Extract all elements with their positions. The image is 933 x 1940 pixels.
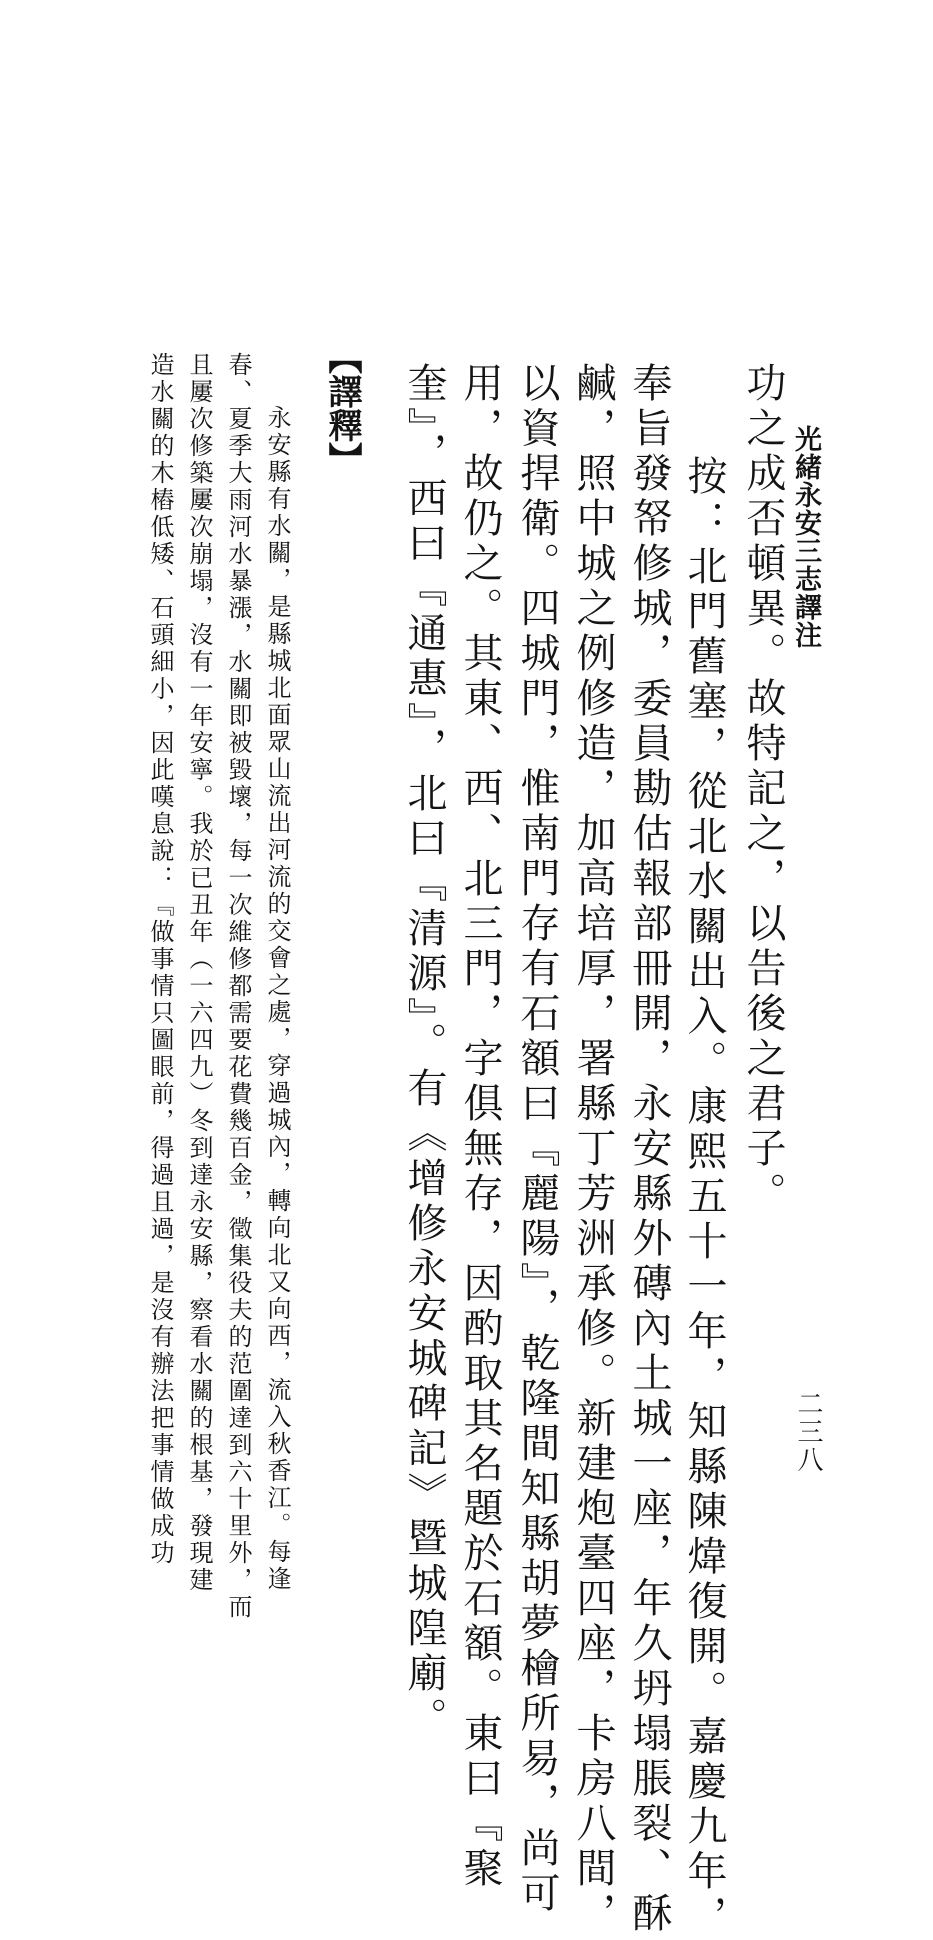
page-number: 二三八 <box>793 1390 823 1474</box>
translation-line-4: 造水關的木樁低矮、石頭細小，因此嘆息說：『做事情只圖眼前，得過且過，是沒有辦法把事情做成功 <box>146 352 174 1567</box>
main-text-line-6: 用，故仍之。其東、西、北三門，字俱無存，因酌取其名題於石額。東曰『聚 <box>457 362 503 1892</box>
main-text-line-2: 按：北門舊塞，從北水關出入。康熙五十一年，知縣陳煒復開。嘉慶九年， <box>681 455 727 1940</box>
main-text-line-3: 奉旨發帑修城，委員勘估報部冊開，永安縣外磚內土城一座，年久坍塌脹裂、酥 <box>626 362 672 1937</box>
main-text-line-7: 奎』，西曰『通惠』，北曰『清源』。有《增修永安城碑記》暨城隍廟。 <box>401 362 447 1742</box>
translation-line-2: 春、夏季大雨河水暴漲，水關即被毀壞，每一次維修都需要花費幾百金，徵集役夫的范圍達到六十里外，而 <box>224 352 252 1621</box>
main-text-line-5: 以資捍衛。四城門，惟南門存有石額曰『麗陽』，乾隆間知縣胡夢檜所易，尚可 <box>514 362 560 1917</box>
main-text-line-4: 鹹，照中城之例修造，加高培厚，署縣丁芳洲承修。新建炮臺四座，卡房八間， <box>570 362 616 1937</box>
translation-line-3: 且屢次修築屢次崩塌，沒有一年安寧。我於已丑年（一六四九）冬到達永安縣，察看水關的根基，發現建 <box>185 352 213 1594</box>
running-header-title: 光緒永安三志譯注 <box>790 425 821 649</box>
translation-heading: 【譯釋】 <box>322 340 362 476</box>
translation-line-1: 永安縣有水關，是縣城北面眾山流出河流的交會之處，穿過城內，轉向北又向西，流入秋香江。每逢 <box>263 405 291 1593</box>
main-text-line-1: 功之成否頓異。故特記之，以告後之君子。 <box>740 362 786 1217</box>
